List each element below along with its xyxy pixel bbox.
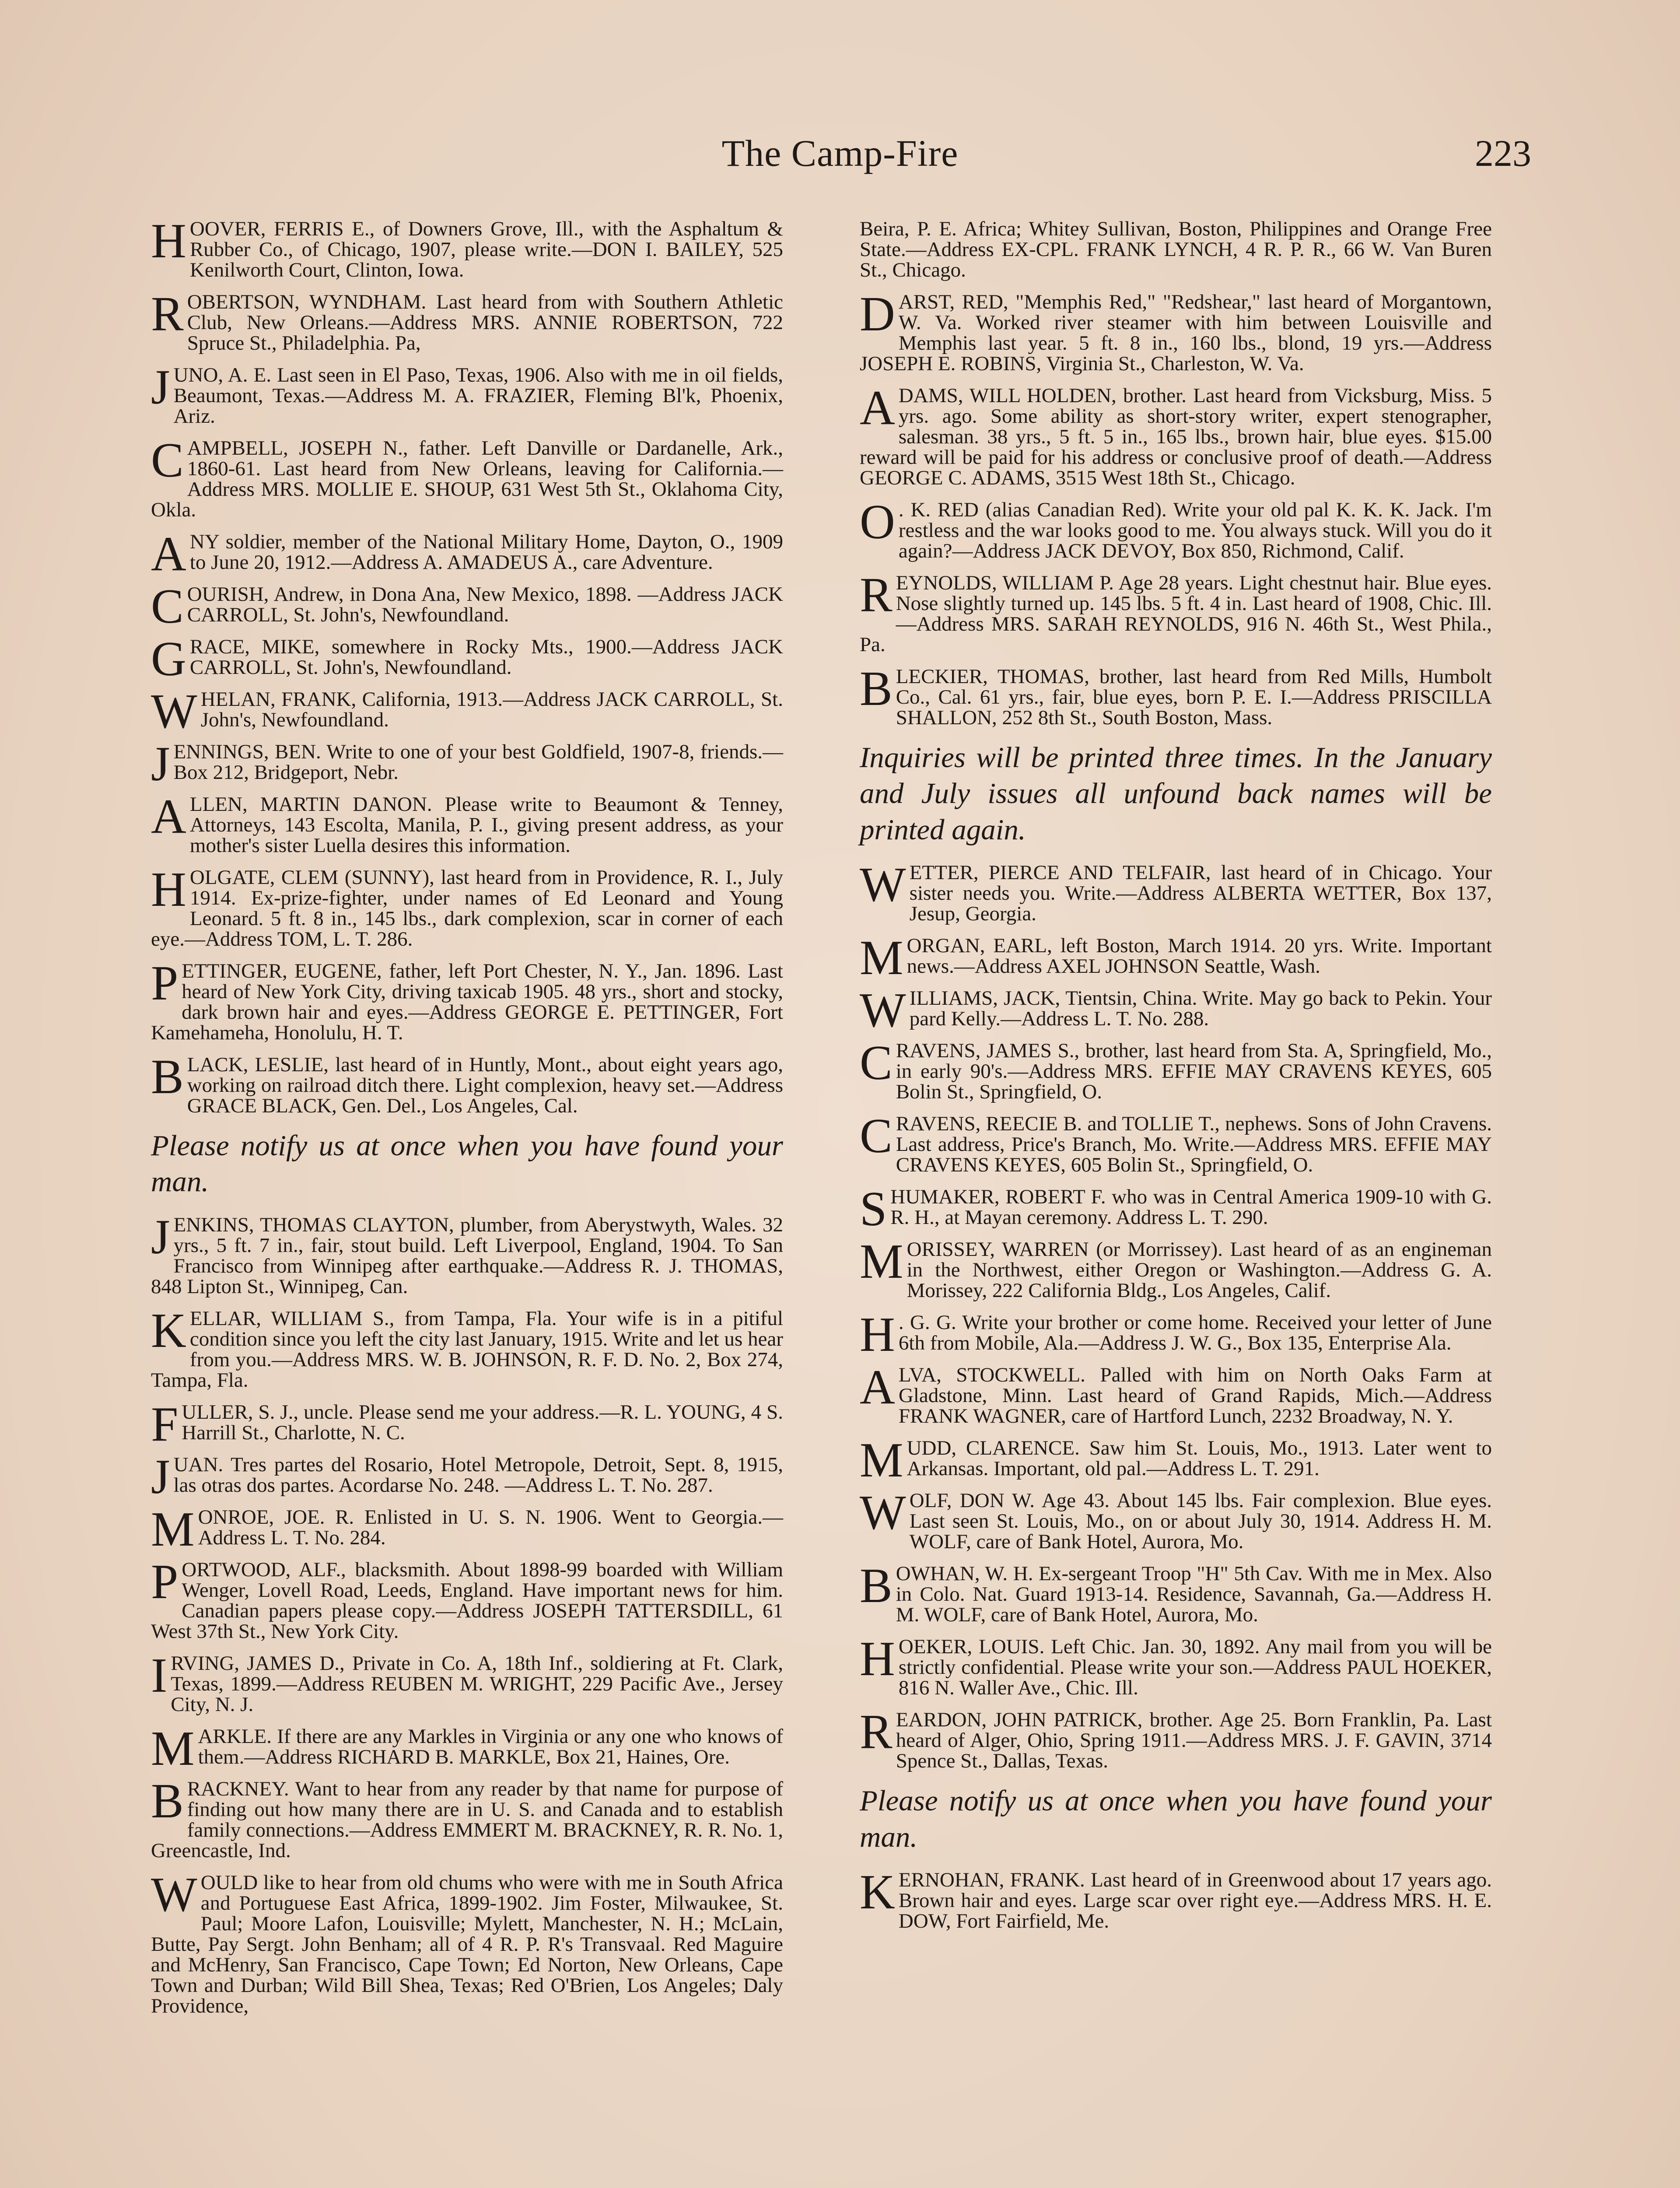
entry-text: RVING, JAMES D., Private in Co. A, 18th Inf., soldiering at Ft. Clark, Texas, 1899.—Address REUBEN M. WRIGHT, 229 Pacific Ave., Jersey City, N. J. bbox=[171, 1652, 783, 1716]
entry-text: ARST, RED, "Memphis Red," "Redshear," last heard of Morgantown, W. Va. Worked river steamer with him between Louisville and Memphis last year. 5 ft. 8 in., 160 lbs., blond, 19 yrs.—Address JOSEPH E. ROBINS, Virginia St., Charleston, W. Va. bbox=[860, 291, 1492, 375]
entry-text: . G. G. Write your brother or come home. Received your letter of June 6th from Mobile, Ala.—Address J. W. G., Box 135, Enterprise Ala. bbox=[898, 1311, 1492, 1355]
drop-cap: W bbox=[151, 1867, 197, 1922]
entry-text: OEKER, LOUIS. Left Chic. Jan. 30, 1892. Any mail from you will be strictly confidential. Please write your son.—Address PAUL HOEKER, 816 N. Waller Ave., Chic. Ill. bbox=[898, 1635, 1492, 1700]
inquiry-entry bbox=[860, 1705, 1492, 1773]
inquiry-entry bbox=[860, 1360, 1492, 1428]
inquiry-entry bbox=[860, 568, 1492, 656]
drop-cap: A bbox=[151, 789, 186, 844]
inquiry-entry bbox=[860, 1632, 1492, 1700]
inquiry-entry bbox=[860, 1433, 1492, 1488]
drop-cap: R bbox=[860, 568, 892, 622]
running-title: The Camp-Fire bbox=[721, 132, 959, 174]
entry-text: RACE, MIKE, somewhere in Rocky Mts., 1900.—Address JACK CARROLL, St. John's, Newfoundland. bbox=[189, 635, 783, 679]
entry-text: UDD, CLARENCE. Saw him St. Louis, Mo., 1913. Later went to Arkansas. Important, old pal.—Address L. T. 291. bbox=[906, 1437, 1492, 1480]
inquiry-entry bbox=[860, 495, 1492, 562]
entry-text: ULLER, S. J., uncle. Please send me your address.—R. L. YOUNG, 4 S. Harrill St., Charlotte, N. C. bbox=[182, 1400, 783, 1444]
drop-cap: C bbox=[860, 1109, 892, 1164]
drop-cap: S bbox=[860, 1182, 887, 1237]
drop-cap: C bbox=[860, 1036, 892, 1090]
entry-text: OBERTSON, WYNDHAM. Last heard from with Southern Athletic Club, New Orleans.—Address MRS. ANNIE ROBERTSON, 722 Spruce St., Philadelphia. Pa, bbox=[187, 291, 783, 354]
entry-text: . K. RED (alias Canadian Red). Write your old pal K. K. K. Jack. I'm restless and the war looks good to me. You always stuck. Will you do it again?—Address JACK DEVOY, Box 850, Richmond, Calif. bbox=[898, 498, 1492, 562]
notice-text: Inquiries will be printed three times. In the January and July issues all unfound back names will be printed again. bbox=[860, 741, 1492, 846]
inquiry-entry bbox=[151, 214, 783, 281]
drop-cap: P bbox=[151, 1554, 178, 1609]
entry-text: RACKNEY. Want to hear from any reader by that name for purpose of finding out how many there are in U. S. and Canada and to establish family connections.—Address EMMERT M. BRACKNEY, R. R. No. 1, Greencastle, Ind. bbox=[151, 1777, 783, 1862]
entry-text: LECKIER, THOMAS, brother, last heard from Red Mills, Humbolt Co., Cal. 61 yrs., fair, blue eyes, born P. E. I.—Address PRISCILLA SHALLON, 252 8th St., South Boston, Mass. bbox=[896, 665, 1492, 729]
drop-cap: B bbox=[151, 1050, 184, 1104]
inquiry-entry bbox=[860, 381, 1492, 489]
entry-text: ORISSEY, WARREN (or Morrissey). Last heard of as an engineman in the Northwest, either Oregon or Washington.—Address G. A. Morissey, 222 California Bldg., Los Angeles, Calif. bbox=[906, 1238, 1492, 1302]
page-number: 223 bbox=[1475, 132, 1531, 174]
drop-cap: J bbox=[151, 360, 170, 414]
drop-cap: M bbox=[860, 1433, 903, 1488]
drop-cap: I bbox=[151, 1648, 168, 1703]
inquiry-entry bbox=[860, 983, 1492, 1038]
entry-text: ERNOHAN, FRANK. Last heard of in Greenwood about 17 years ago. Brown hair and eyes. Large scar over right eye.—Address MRS. H. E. DOW, Fort Fairfield, Me. bbox=[898, 1869, 1492, 1933]
inquiry-entry bbox=[151, 1502, 783, 1557]
inquiry-entry bbox=[860, 1559, 1492, 1627]
inquiry-entry bbox=[860, 662, 1492, 729]
entry-text: LLEN, MARTIN DANON. Please write to Beaumont & Tenney, Attorneys, 143 Escolta, Manila, P. I., giving present address, as your mother's sister Luella desires this information. bbox=[189, 793, 783, 857]
drop-cap: H bbox=[151, 214, 186, 268]
entry-text: EYNOLDS, WILLIAM P. Age 28 years. Light chestnut hair. Blue eyes. Nose slightly turned up. 145 lbs. 5 ft. 4 in. Last heard of 1908, Chic. Ill.—Address MRS. SARAH REYNOLDS, 916 N. 46th St., West Phila., Pa. bbox=[860, 572, 1492, 656]
inquiry-entry bbox=[860, 1234, 1492, 1302]
inquiry-entry bbox=[860, 931, 1492, 985]
entry-text: OURISH, Andrew, in Dona Ana, New Mexico, 1898. —Address JACK CARROLL, St. John's, Newfoundland. bbox=[187, 583, 783, 626]
inquiry-entry bbox=[151, 1449, 783, 1504]
left-column bbox=[151, 214, 783, 2028]
inquiry-entry bbox=[151, 1303, 783, 1392]
entry-text: RAVENS, REECIE B. and TOLLIE T., nephews. Sons of John Cravens. Last address, Price's Branch, Mo. Write.—Address MRS. EFFIE MAY CRAVENS KEYES, 605 Bolin St., Springfield, O. bbox=[896, 1112, 1492, 1177]
inquiry-entry bbox=[860, 1109, 1492, 1177]
inquiry-entry bbox=[151, 579, 783, 634]
entry-text: ORGAN, EARL, left Boston, March 1914. 20 yrs. Write. Important news.—Address AXEL JOHNSON Seattle, Wash. bbox=[906, 934, 1492, 978]
entry-text: OLGATE, CLEM (SUNNY), last heard from in Providence, R. I., July 1914. Ex-prize-fighter, under names of Ed Leonard and Young Leonard. 5 ft. 8 in., 145 lbs., dark complexion, scar in corner of each eye.—Address TOM, L. T. 286. bbox=[151, 866, 783, 950]
drop-cap: W bbox=[860, 983, 906, 1038]
inquiry-entry bbox=[151, 956, 783, 1044]
entry-text: NY soldier, member of the National Military Home, Dayton, O., 1909 to June 20, 1912.—Address A. AMADEUS A., care Adventure. bbox=[189, 530, 783, 574]
inquiry-entry bbox=[151, 1867, 783, 2017]
entry-text: OLF, DON W. Age 43. About 145 lbs. Fair complexion. Blue eyes. Last seen St. Louis, Mo., on or about July 30, 1914. Address H. M. WOLF, care of Bank Hotel, Aurora, Mo. bbox=[909, 1489, 1492, 1553]
drop-cap: M bbox=[151, 1721, 195, 1776]
inquiry-entry bbox=[860, 1865, 1492, 1933]
inquiry-entry bbox=[151, 1554, 783, 1643]
entry-text: ETTER, PIERCE AND TELFAIR, last heard of in Chicago. Your sister needs you. Write.—Address ALBERTA WETTER, Box 137, Jesup, Georgia. bbox=[909, 861, 1492, 926]
inquiry-entry bbox=[151, 1774, 783, 1862]
drop-cap: O bbox=[860, 495, 895, 549]
drop-cap: K bbox=[151, 1303, 186, 1358]
drop-cap: B bbox=[860, 662, 892, 716]
inquiry-entry bbox=[151, 287, 783, 354]
drop-cap: M bbox=[151, 1502, 195, 1557]
entry-text: HUMAKER, ROBERT F. who was in Central America 1909-10 with G. R. H., at Mayan ceremony. Address L. T. 290. bbox=[890, 1185, 1492, 1229]
entry-text: ELLAR, WILLIAM S., from Tampa, Fla. Your wife is in a pitiful condition since you left the city last January, 1915. Write and let us hear from you.—Address MRS. W. B. JOHNSON, R. F. D. No. 2, Box 274, Tampa, Fla. bbox=[151, 1307, 783, 1392]
drop-cap: G bbox=[151, 632, 186, 686]
entry-text: ARKLE. If there are any Markles in Virginia or any one who knows of them.—Address RICHARD B. MARKLE, Box 21, Haines, Ore. bbox=[198, 1725, 783, 1768]
inquiry-entry bbox=[860, 1308, 1492, 1362]
drop-cap: M bbox=[860, 931, 903, 985]
drop-cap: R bbox=[860, 1705, 892, 1760]
drop-cap: J bbox=[151, 737, 170, 791]
drop-cap: F bbox=[151, 1397, 178, 1452]
drop-cap: H bbox=[860, 1632, 895, 1687]
inquiry-entry bbox=[151, 433, 783, 521]
drop-cap: B bbox=[860, 1559, 892, 1613]
entry-text: LACK, LESLIE, last heard of in Huntly, Mont., about eight years ago, working on railroad ditch there. Light complexion, heavy set.—Address GRACE BLACK, Gen. Del., Los Angeles, Cal. bbox=[187, 1053, 783, 1117]
drop-cap: W bbox=[151, 684, 197, 739]
drop-cap: W bbox=[860, 1486, 906, 1540]
drop-cap: C bbox=[151, 579, 184, 634]
entry-text: ONROE, JOE. R. Enlisted in U. S. N. 1906. Went to Georgia.—Address L. T. No. 284. bbox=[198, 1505, 783, 1549]
drop-cap: A bbox=[860, 1360, 895, 1415]
drop-cap: C bbox=[151, 433, 184, 487]
inquiry-entry bbox=[151, 863, 783, 950]
entry-text: ENNINGS, BEN. Write to one of your best Goldfield, 1907-8, friends.—Box 212, Bridgeport, Nebr. bbox=[173, 740, 783, 784]
inquiry-entry bbox=[860, 858, 1492, 926]
notice-text: Please notify us at once when you have found your man. bbox=[151, 1129, 783, 1198]
inquiry-entry bbox=[860, 1182, 1492, 1237]
entry-text: LVA, STOCKWELL. Palled with him on North Oaks Farm at Gladstone, Minn. Last heard of Grand Rapids, Mich.—Address FRANK WAGNER, care of Hartford Lunch, 2232 Broadway, N. Y. bbox=[898, 1364, 1492, 1428]
entry-text: UNO, A. E. Last seen in El Paso, Texas, 1906. Also with me in oil fields, Beaumont, Texas.—Address M. A. FRAZIER, Fleming Bl'k, Phoenix, Ariz. bbox=[173, 364, 783, 428]
inquiry-entry bbox=[151, 1050, 783, 1117]
inquiry-entry bbox=[151, 684, 783, 739]
entry-text: RAVENS, JAMES S., brother, last heard from Sta. A, Springfield, Mo., in early 90's.—Address MRS. EFFIE MAY CRAVENS KEYES, 605 Bolin St., Springfield, O. bbox=[896, 1039, 1492, 1104]
entry-text: Beira, P. E. Africa; Whitey Sullivan, Boston, Philippines and Orange Free State.—Address EX-CPL. FRANK LYNCH, 4 R. P. R., 66 W. Van Buren St., Chicago. bbox=[860, 217, 1492, 281]
inquiry-entry bbox=[151, 789, 783, 857]
inquiry-entry bbox=[860, 1036, 1492, 1104]
inquiry-entry bbox=[151, 527, 783, 581]
entry-text: ILLIAMS, JACK, Tientsin, China. Write. May go back to Pekin. Your pard Kelly.—Address L. T. No. 288. bbox=[909, 987, 1492, 1031]
inquiry-entry bbox=[151, 737, 783, 791]
inquiry-entry bbox=[860, 219, 1492, 281]
drop-cap: A bbox=[151, 527, 186, 581]
inquiry-entry bbox=[151, 1210, 783, 1298]
inquiry-entry bbox=[151, 1397, 783, 1452]
entry-text: ETTINGER, EUGENE, father, left Port Chester, N. Y., Jan. 1896. Last heard of New York City, driving taxicab 1905. 48 yrs., short and stocky, dark brown hair and eyes.—Address GEORGE E. PETTINGER, Fort Kamehameha, Honolulu, H. T. bbox=[151, 960, 783, 1044]
notice-text: Please notify us at once when you have found your man. bbox=[860, 1785, 1492, 1853]
entry-text: EARDON, JOHN PATRICK, brother. Age 25. Born Franklin, Pa. Last heard of Alger, Ohio, Spring 1911.—Address MRS. J. F. GAVIN, 3714 Spence St., Dallas, Texas. bbox=[896, 1708, 1492, 1773]
drop-cap: R bbox=[151, 287, 184, 341]
drop-cap: P bbox=[151, 956, 178, 1010]
entry-text: AMPBELL, JOSEPH N., father. Left Danville or Dardanelle, Ark., 1860-61. Last heard from New Orleans, leaving for California.—Address MRS. MOLLIE E. SHOUP, 631 West 5th St., Oklahoma City, Okla. bbox=[151, 437, 783, 521]
right-column bbox=[860, 219, 1492, 1943]
entry-text: OWHAN, W. H. Ex-sergeant Troop "H" 5th Cav. With me in Mex. Also in Colo. Nat. Guard 1913-14. Residence, Savannah, Ga.—Address H. M. WOLF, care of Bank Hotel, Aurora, Mo. bbox=[896, 1562, 1492, 1627]
drop-cap: A bbox=[860, 381, 895, 435]
inquiry-entry bbox=[151, 632, 783, 686]
inquiry-entry bbox=[860, 1486, 1492, 1553]
drop-cap: J bbox=[151, 1210, 170, 1264]
drop-cap: J bbox=[151, 1449, 170, 1504]
entry-text: HELAN, FRANK, California, 1913.—Address JACK CARROLL, St. John's, Newfoundland. bbox=[200, 688, 783, 731]
entry-text: ENKINS, THOMAS CLAYTON, plumber, from Aberystwyth, Wales. 32 yrs., 5 ft. 7 in., fair, stout build. Left Liverpool, England, 1904. To San Francisco from Winnipeg after earthquake.—Address R. J. THOMAS, 848 Lipton St., Winnipeg, Can. bbox=[151, 1213, 783, 1298]
drop-cap: D bbox=[860, 287, 895, 341]
entry-text: OULD like to hear from old chums who were with me in South Africa and Portuguese East Africa, 1899-1902. Jim Foster, Milwaukee, St. Paul; Moore Lafon, Louisville; Mylett, Manchester, N. H.; McLain, Butte, Pay Sergt. John Benham; all of 4 R. P. R's Transvaal. Red Maguire and McHenry, San Francisco, Cape Town; Ed Norton, New Orleans, Cape Town and Durban; Wild Bill Shea, Texas; Red O'Brien, Los Angeles; Daly Providence, bbox=[151, 1871, 783, 2017]
drop-cap: H bbox=[860, 1308, 895, 1362]
entry-text: OOVER, FERRIS E., of Downers Grove, Ill., with the Asphaltum & Rubber Co., of Chicago, 1907, please write.—DON I. BAILEY, 525 Kenilworth Court, Clinton, Iowa. bbox=[189, 217, 783, 281]
inquiry-entry bbox=[151, 1648, 783, 1716]
inquiry-entry bbox=[151, 1721, 783, 1776]
drop-cap: B bbox=[151, 1774, 184, 1828]
entry-text: ORTWOOD, ALF., blacksmith. About 1898-99 boarded with William Wenger, Lovell Road, Leeds, England. Have important news for him. Canadian papers please copy.—Address JOSEPH TATTERSDILL, 61 West 37th St., New York City. bbox=[151, 1558, 783, 1643]
drop-cap: W bbox=[860, 858, 906, 912]
inquiry-entry bbox=[151, 360, 783, 428]
drop-cap: K bbox=[860, 1865, 895, 1920]
entry-text: DAMS, WILL HOLDEN, brother. Last heard from Vicksburg, Miss. 5 yrs. ago. Some ability as short-story writer, expert stenographer, salesman. 38 yrs., 5 ft. 5 in., 165 lbs., brown hair, blue eyes. $15.00 reward will be paid for his address or conclusive proof of death.—Address GEORGE C. ADAMS, 3515 West 18th St., Chicago. bbox=[860, 384, 1492, 489]
drop-cap: M bbox=[860, 1234, 903, 1289]
entry-text: UAN. Tres partes del Rosario, Hotel Metropole, Detroit, Sept. 8, 1915, las otras dos partes. Acordarse No. 248. —Address L. T. No. 287. bbox=[173, 1453, 783, 1497]
inquiry-entry bbox=[860, 287, 1492, 375]
drop-cap: H bbox=[151, 863, 186, 917]
